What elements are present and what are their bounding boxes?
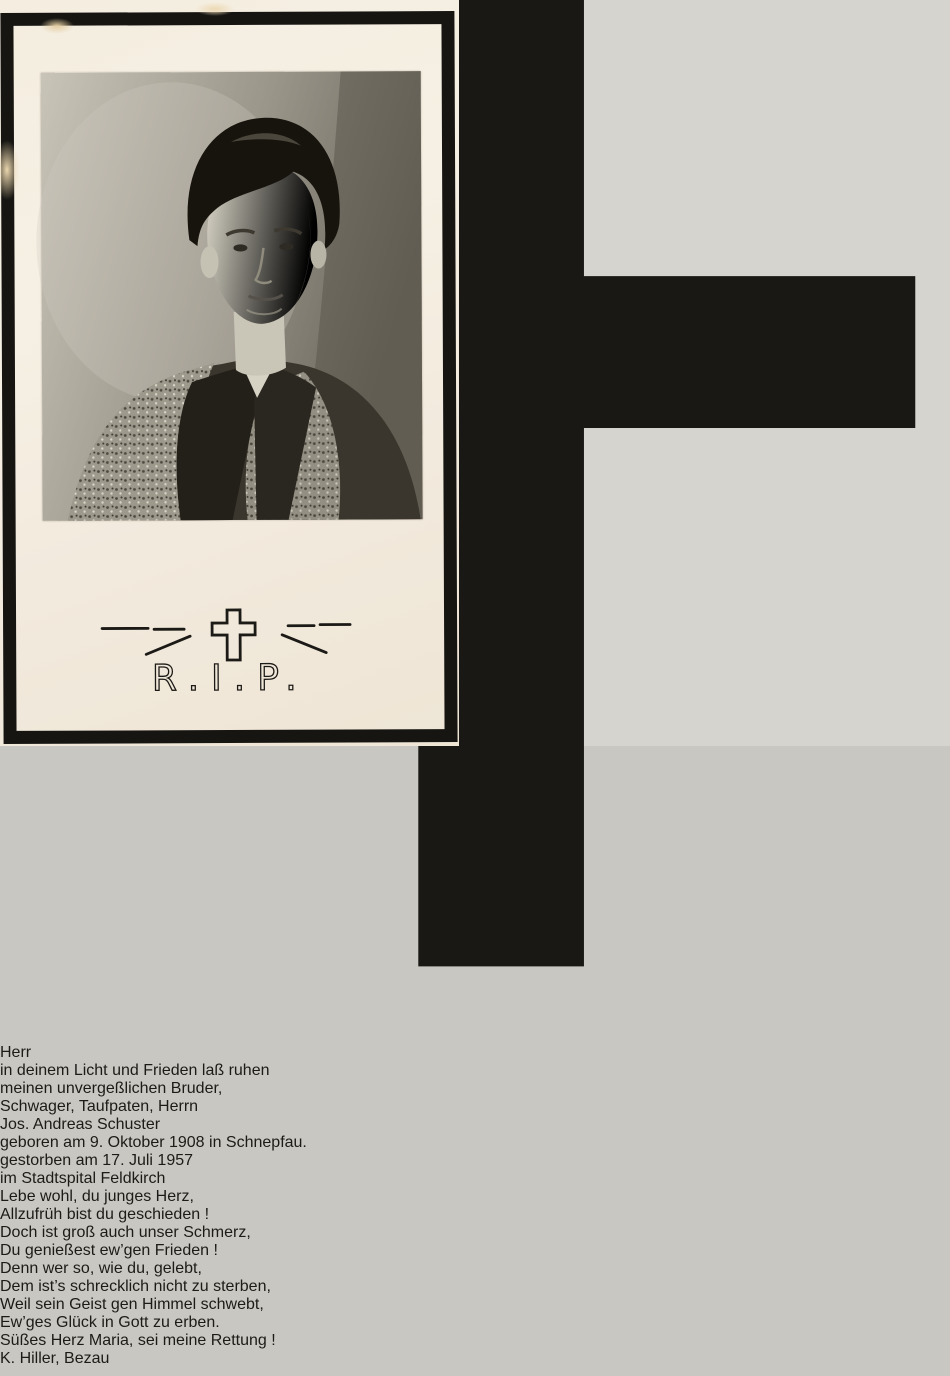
cross-rays-icon [96,605,376,664]
poem-line: Du genießest ew’gen Frieden ! [0,1242,218,1260]
death-line: gestorben am 17. Juli 1957 [0,1152,194,1170]
dedication-lines [0,1062,950,1116]
life-dates [0,1134,950,1188]
poem-line: Allzufrüh bist du geschieden ! [0,1206,210,1224]
publisher-line: K. Hiller, Bezau [0,1350,110,1368]
dedication-line: meinen unvergeßlichen Bruder, [0,1080,223,1098]
poem-line: Doch ist groß auch unser Schmerz, [0,1224,251,1242]
death-place-line: im Stadtspital Feldkirch [0,1170,166,1188]
birth-line: geboren am 9. Oktober 1908 in Schnepfau. [0,1134,307,1152]
dedication-line: in deinem Licht und Frieden laß ruhen [0,1062,270,1080]
black-frame-border [0,11,457,744]
poem-line: Dem ist’s schrecklich nicht zu sterben, [0,1278,271,1296]
deceased-name: Jos. Andreas Schuster [0,1116,161,1134]
poem-line: Lebe wohl, du junges Herz, [0,1188,194,1206]
dedication-line: Schwager, Taufpaten, Herrn [0,1098,199,1116]
prayer-line: Süßes Herz Maria, sei meine Rettung ! [0,1332,276,1350]
portrait-photo [41,71,423,521]
salutation: Herr [0,1044,32,1062]
poem-line: Weil sein Geist gen Himmel schwebt, [0,1296,264,1314]
poem-line: Ew’ges Glück in Gott zu erben. [0,1314,220,1332]
rip-label: R.I.P. [151,657,309,700]
memorial-card-front [0,0,459,746]
memorial-poem [0,1188,950,1332]
ink-speck [0,1372,4,1376]
poem-line: Denn wer so, wie du, gelebt, [0,1260,202,1278]
